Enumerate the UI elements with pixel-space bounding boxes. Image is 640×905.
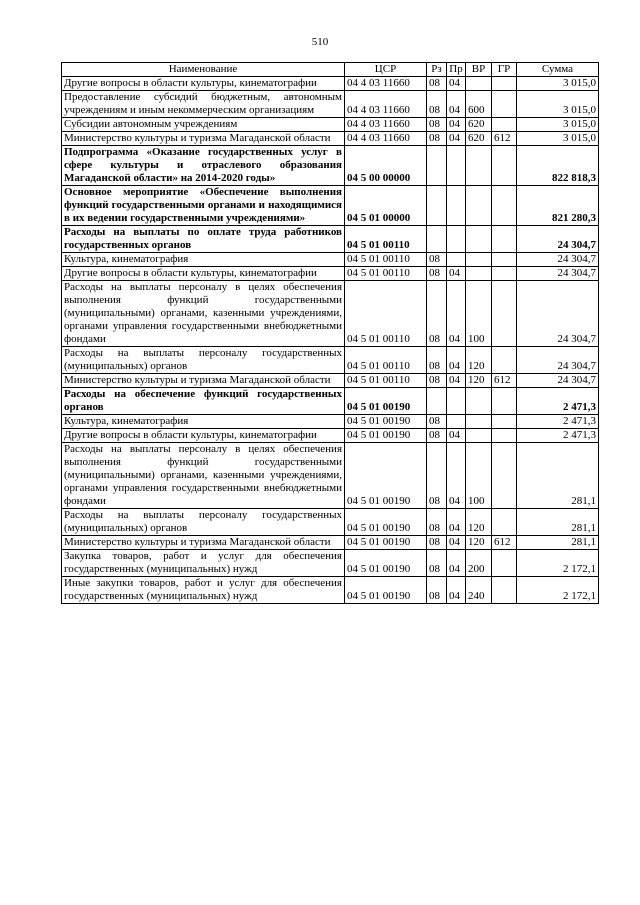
row-name: Расходы на выплаты персоналу в целях обеспечения выполнения функций государственными (муниципальными) органами, казенными учреждениями, органами управления государственными внебюджетными фондами: [62, 443, 345, 509]
row-sum: 24 304,7: [517, 281, 599, 347]
table-row: [62, 77, 599, 91]
row-sum: 281,1: [517, 443, 599, 509]
row-name: Министерство культуры и туризма Магаданской области: [62, 374, 345, 388]
row-pr: 04: [447, 347, 466, 374]
row-csr: 04 5 01 00190: [345, 443, 427, 509]
table-row: [62, 415, 599, 429]
row-csr: 04 5 01 00190: [345, 429, 427, 443]
row-gr: [492, 415, 517, 429]
row-pr: 04: [447, 77, 466, 91]
row-pr: 04: [447, 132, 466, 146]
table-row: [62, 267, 599, 281]
row-rz: 08: [427, 429, 447, 443]
row-gr: [492, 281, 517, 347]
row-sum: 2 172,1: [517, 577, 599, 604]
header-pr: Пр: [447, 63, 466, 77]
row-rz: [427, 226, 447, 253]
row-csr: 04 5 01 00110: [345, 253, 427, 267]
table-row: [62, 347, 599, 374]
row-csr: 04 5 01 00110: [345, 267, 427, 281]
row-vr: 620: [466, 132, 492, 146]
row-pr: [447, 146, 466, 186]
row-pr: 04: [447, 281, 466, 347]
header-sum: Сумма: [517, 63, 599, 77]
row-pr: 04: [447, 91, 466, 118]
row-rz: 08: [427, 577, 447, 604]
row-sum: 24 304,7: [517, 374, 599, 388]
row-rz: 08: [427, 509, 447, 536]
row-name: Культура, кинематография: [62, 415, 345, 429]
row-pr: 04: [447, 509, 466, 536]
row-gr: [492, 509, 517, 536]
row-name: Расходы на выплаты персоналу в целях обеспечения выполнения функций государственными (муниципальными) органами, казенными учреждениями, органами управления государственными внебюджетными фондами: [62, 281, 345, 347]
row-vr: [466, 267, 492, 281]
row-vr: 600: [466, 91, 492, 118]
row-csr: 04 4 03 11660: [345, 118, 427, 132]
row-vr: [466, 226, 492, 253]
row-vr: 620: [466, 118, 492, 132]
row-name: Другие вопросы в области культуры, кинематографии: [62, 429, 345, 443]
row-sum: 2 172,1: [517, 550, 599, 577]
row-pr: 04: [447, 267, 466, 281]
row-vr: [466, 77, 492, 91]
header-gr: ГР: [492, 63, 517, 77]
row-gr: [492, 253, 517, 267]
row-rz: [427, 186, 447, 226]
row-rz: 08: [427, 77, 447, 91]
row-gr: 612: [492, 374, 517, 388]
table-row: [62, 253, 599, 267]
row-rz: 08: [427, 91, 447, 118]
row-name: Министерство культуры и туризма Магаданской области: [62, 132, 345, 146]
row-vr: 100: [466, 443, 492, 509]
row-sum: 24 304,7: [517, 347, 599, 374]
row-pr: [447, 388, 466, 415]
row-name: Субсидии автономным учреждениям: [62, 118, 345, 132]
row-rz: 08: [427, 267, 447, 281]
row-rz: 08: [427, 536, 447, 550]
row-name: Другие вопросы в области культуры, кинематографии: [62, 77, 345, 91]
row-name: Предоставление субсидий бюджетным, автономным учреждениям и иным некоммерческим организациям: [62, 91, 345, 118]
table-row: [62, 509, 599, 536]
budget-table: [61, 62, 599, 604]
row-vr: [466, 429, 492, 443]
row-sum: 3 015,0: [517, 91, 599, 118]
row-csr: 04 4 03 11660: [345, 91, 427, 118]
table-row: [62, 577, 599, 604]
row-gr: [492, 347, 517, 374]
row-csr: 04 4 03 11660: [345, 77, 427, 91]
row-vr: 240: [466, 577, 492, 604]
row-csr: 04 5 01 00110: [345, 281, 427, 347]
row-sum: 2 471,3: [517, 415, 599, 429]
table-row: [62, 388, 599, 415]
header-vr: ВР: [466, 63, 492, 77]
row-sum: 2 471,3: [517, 388, 599, 415]
row-vr: 120: [466, 347, 492, 374]
table-row: [62, 374, 599, 388]
row-rz: 08: [427, 347, 447, 374]
row-name: Культура, кинематография: [62, 253, 345, 267]
row-gr: [492, 77, 517, 91]
row-gr: 612: [492, 536, 517, 550]
row-name: Иные закупки товаров, работ и услуг для обеспечения государственных (муниципальных) нужд: [62, 577, 345, 604]
row-csr: 04 5 01 00190: [345, 536, 427, 550]
table-row: [62, 281, 599, 347]
row-rz: 08: [427, 550, 447, 577]
table-row: [62, 118, 599, 132]
row-pr: 04: [447, 118, 466, 132]
row-pr: [447, 186, 466, 226]
row-pr: 04: [447, 550, 466, 577]
row-sum: 24 304,7: [517, 253, 599, 267]
table-row: [62, 146, 599, 186]
row-vr: [466, 146, 492, 186]
table-row: [62, 91, 599, 118]
row-gr: [492, 267, 517, 281]
row-sum: 24 304,7: [517, 226, 599, 253]
row-name: Расходы на обеспечение функций государственных органов: [62, 388, 345, 415]
row-vr: 120: [466, 374, 492, 388]
row-pr: 04: [447, 443, 466, 509]
row-vr: 120: [466, 509, 492, 536]
row-csr: 04 5 01 00110: [345, 374, 427, 388]
row-name: Подпрограмма «Оказание государственных услуг в сфере культуры и отраслевого образования Магаданской области» на 2014-2020 годы»: [62, 146, 345, 186]
row-pr: 04: [447, 536, 466, 550]
row-sum: 281,1: [517, 536, 599, 550]
table-row: [62, 186, 599, 226]
table-row: [62, 226, 599, 253]
table-row: [62, 132, 599, 146]
row-sum: 24 304,7: [517, 267, 599, 281]
row-rz: 08: [427, 132, 447, 146]
row-rz: 08: [427, 374, 447, 388]
table-row: [62, 550, 599, 577]
row-vr: [466, 186, 492, 226]
row-rz: [427, 388, 447, 415]
table-header-row: [62, 63, 599, 77]
row-gr: [492, 550, 517, 577]
row-gr: [492, 186, 517, 226]
table-row: [62, 429, 599, 443]
row-gr: [492, 91, 517, 118]
row-pr: [447, 226, 466, 253]
row-csr: 04 5 01 00190: [345, 388, 427, 415]
row-gr: 612: [492, 132, 517, 146]
row-rz: 08: [427, 118, 447, 132]
row-sum: 3 015,0: [517, 118, 599, 132]
row-name: Другие вопросы в области культуры, кинематографии: [62, 267, 345, 281]
row-csr: 04 5 01 00110: [345, 347, 427, 374]
row-sum: 3 015,0: [517, 77, 599, 91]
row-csr: 04 5 01 00110: [345, 226, 427, 253]
row-sum: 822 818,3: [517, 146, 599, 186]
row-sum: 2 471,3: [517, 429, 599, 443]
row-vr: 120: [466, 536, 492, 550]
row-csr: 04 4 03 11660: [345, 132, 427, 146]
row-csr: 04 5 01 00190: [345, 415, 427, 429]
row-csr: 04 5 00 00000: [345, 146, 427, 186]
row-pr: 04: [447, 374, 466, 388]
table-row: [62, 536, 599, 550]
header-csr: ЦСР: [345, 63, 427, 77]
row-csr: 04 5 01 00190: [345, 509, 427, 536]
row-csr: 04 5 01 00000: [345, 186, 427, 226]
row-gr: [492, 146, 517, 186]
row-rz: 08: [427, 415, 447, 429]
row-rz: [427, 146, 447, 186]
header-name: Наименование: [62, 63, 345, 77]
row-gr: [492, 429, 517, 443]
row-pr: [447, 253, 466, 267]
row-vr: [466, 253, 492, 267]
row-rz: 08: [427, 281, 447, 347]
row-csr: 04 5 01 00190: [345, 577, 427, 604]
row-gr: [492, 577, 517, 604]
row-gr: [492, 226, 517, 253]
row-name: Закупка товаров, работ и услуг для обеспечения государственных (муниципальных) нужд: [62, 550, 345, 577]
page-number: 510: [311, 36, 329, 48]
row-rz: 08: [427, 443, 447, 509]
row-vr: [466, 388, 492, 415]
row-gr: [492, 388, 517, 415]
row-vr: 100: [466, 281, 492, 347]
row-pr: 04: [447, 429, 466, 443]
table-row: [62, 443, 599, 509]
row-name: Расходы на выплаты персоналу государственных (муниципальных) органов: [62, 509, 345, 536]
header-rz: Рз: [427, 63, 447, 77]
row-sum: 821 280,3: [517, 186, 599, 226]
row-name: Основное мероприятие «Обеспечение выполнения функций государственными органами и находящимися в их ведении государственными учреждениями»: [62, 186, 345, 226]
row-gr: [492, 443, 517, 509]
row-pr: [447, 415, 466, 429]
row-pr: 04: [447, 577, 466, 604]
row-name: Расходы на выплаты по оплате труда работников государственных органов: [62, 226, 345, 253]
row-name: Расходы на выплаты персоналу государственных (муниципальных) органов: [62, 347, 345, 374]
row-gr: [492, 118, 517, 132]
row-sum: 281,1: [517, 509, 599, 536]
row-csr: 04 5 01 00190: [345, 550, 427, 577]
table-body: [62, 77, 599, 604]
row-rz: 08: [427, 253, 447, 267]
row-sum: 3 015,0: [517, 132, 599, 146]
row-vr: 200: [466, 550, 492, 577]
row-vr: [466, 415, 492, 429]
row-name: Министерство культуры и туризма Магаданской области: [62, 536, 345, 550]
